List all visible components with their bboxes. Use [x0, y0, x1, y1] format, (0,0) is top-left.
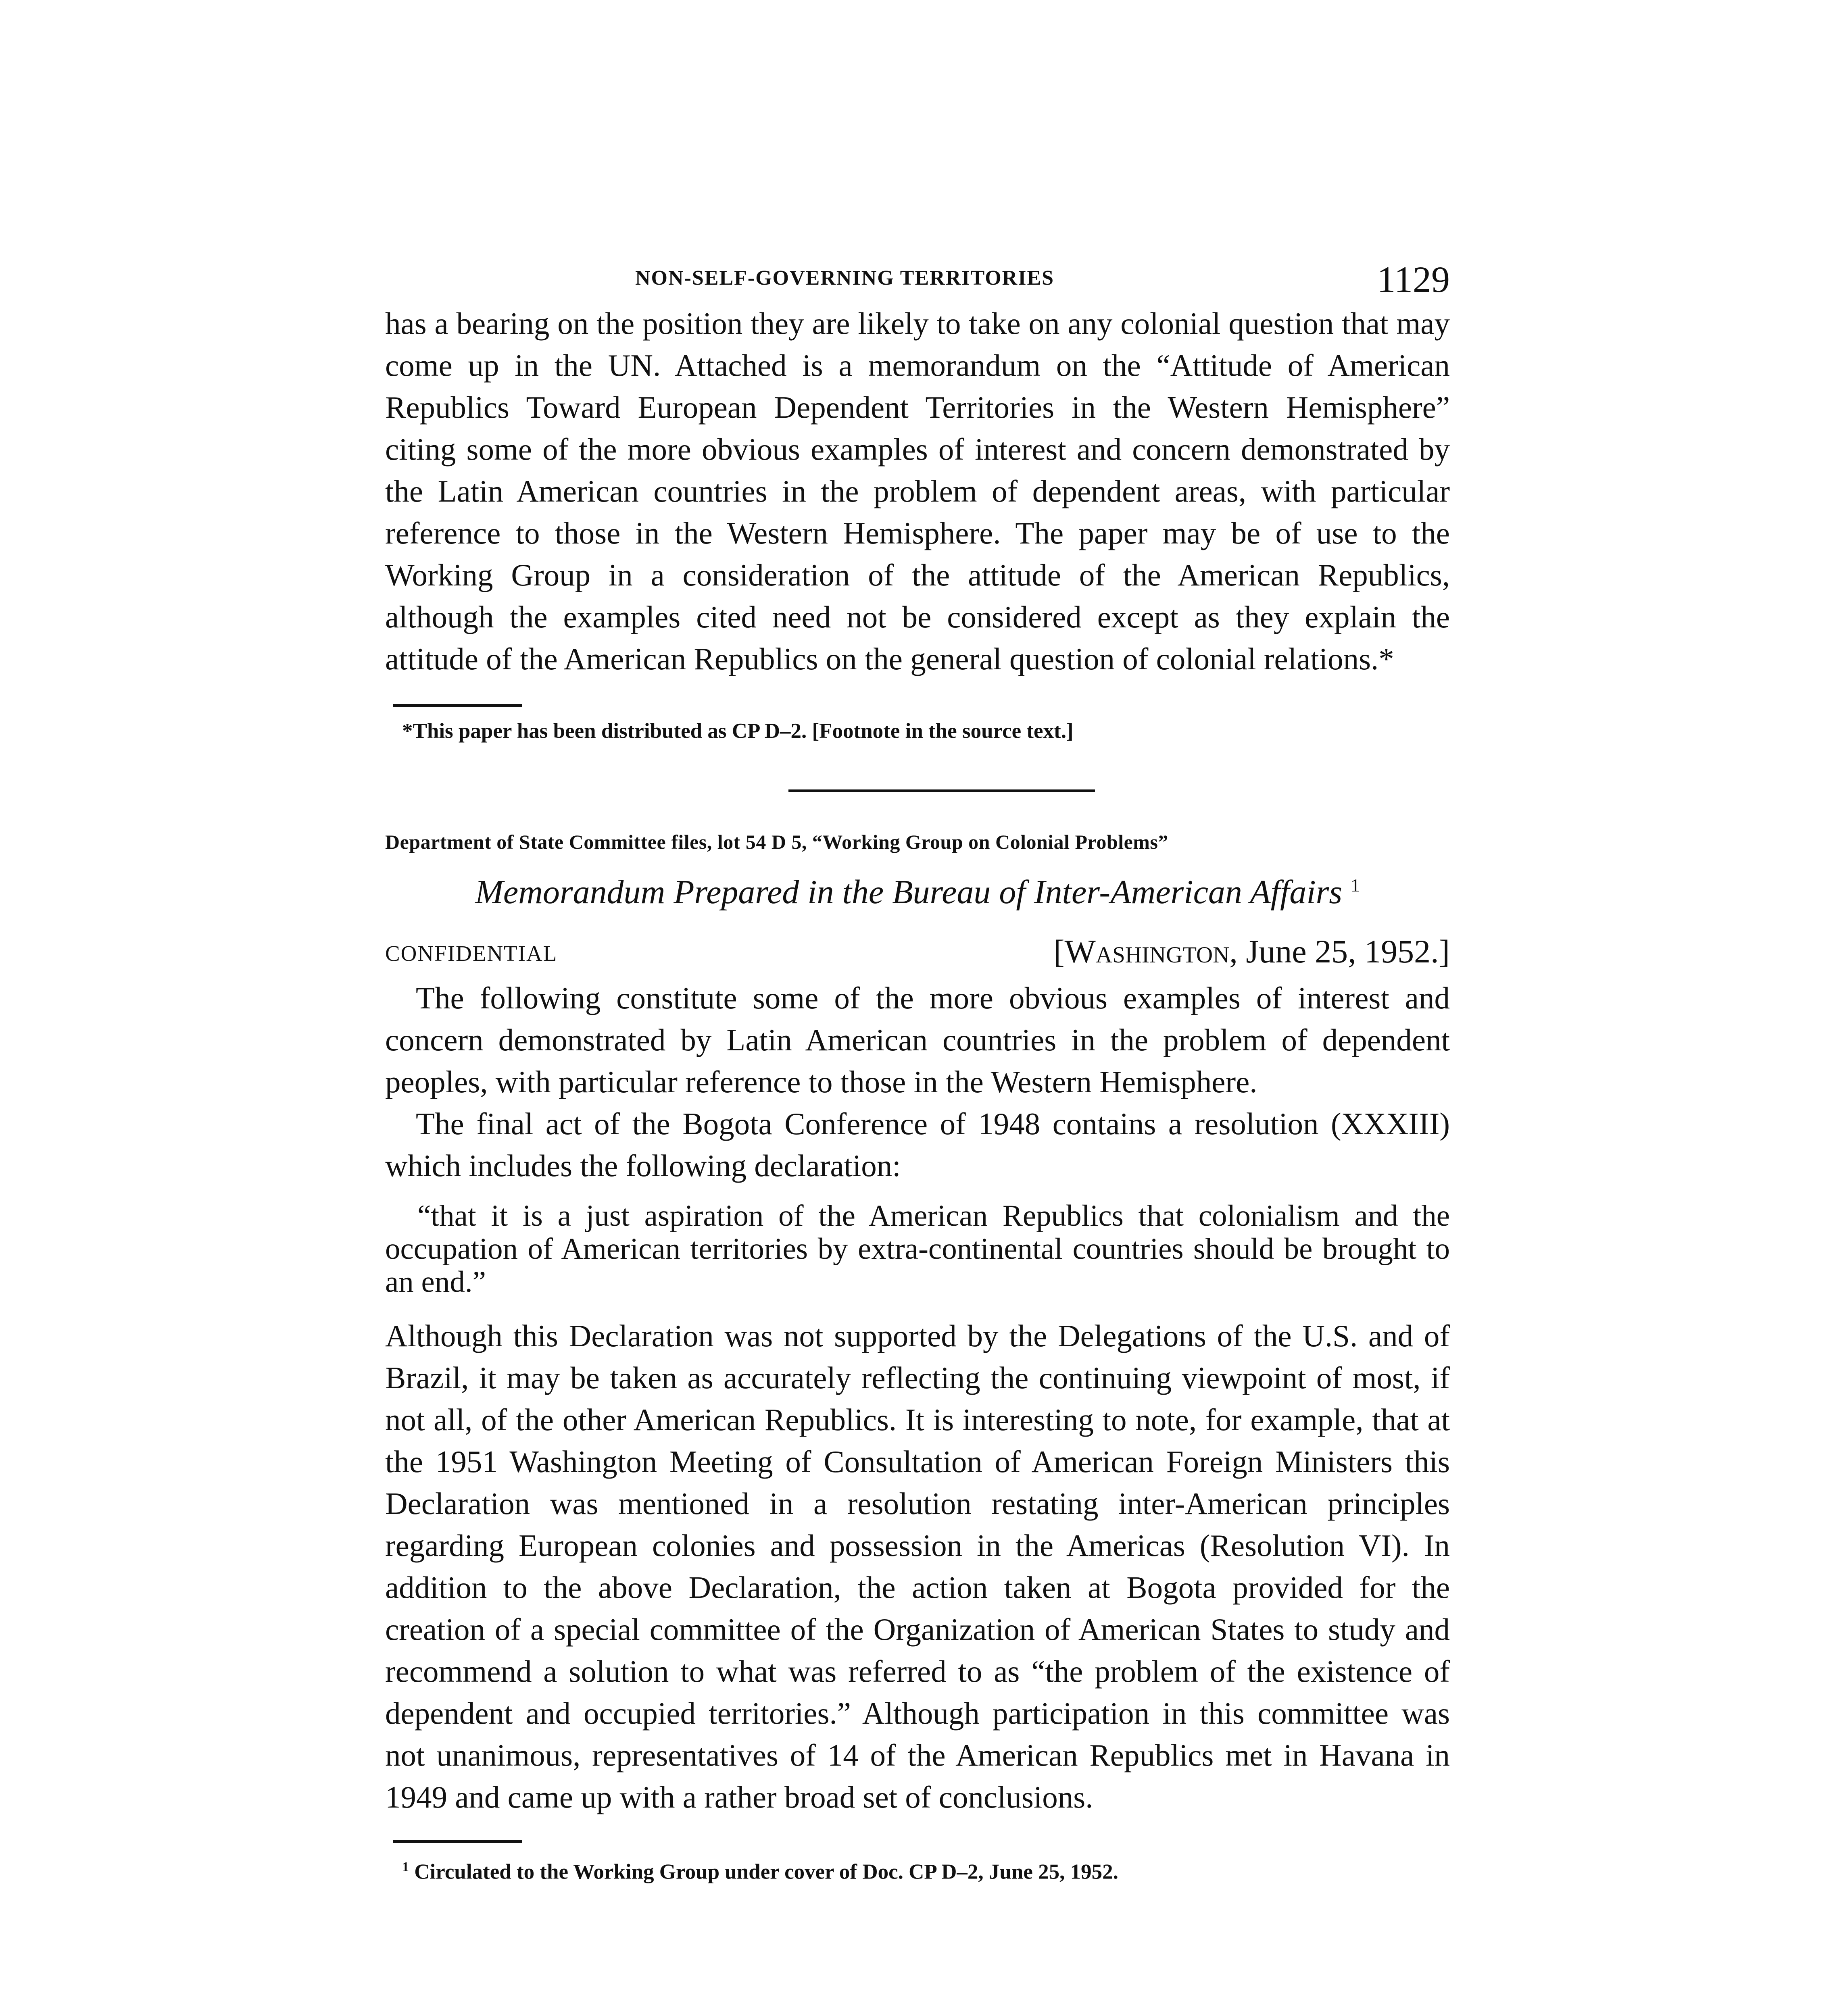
footnote-rule	[393, 1840, 522, 1843]
running-header	[385, 258, 1450, 302]
footnote-rule	[393, 704, 522, 707]
footnote-text: Circulated to the Working Group under cover of Doc. CP D–2, June 25, 1952.	[414, 1860, 1118, 1884]
footnote-1	[402, 1853, 1450, 1886]
footnote-star: *This paper has been distributed as CP D–2. [Footnote in the source text.]	[402, 719, 1074, 743]
dateline-open: [	[1053, 933, 1065, 970]
document-title-footnote-ref: 1	[1351, 875, 1360, 896]
dateline-date: , June 25, 1952.]	[1229, 933, 1450, 970]
dateline-place: Washington	[1064, 933, 1230, 970]
document-meta	[385, 933, 1450, 977]
section-divider	[788, 789, 1095, 792]
source-citation: Department of State Committee files, lot 54 D 5, “Working Group on Colonial Problems”	[385, 831, 1168, 853]
document-title	[385, 863, 1450, 914]
page-number: 1129	[1377, 259, 1450, 300]
footnote-marker: 1	[402, 1860, 409, 1874]
classification-label: CONFIDENTIAL	[385, 941, 558, 966]
running-title: NON-SELF-GOVERNING TERRITORIES	[635, 267, 1055, 289]
document-title-text: Memorandum Prepared in the Bureau of Inter-American Affairs	[475, 873, 1343, 911]
document-page	[385, 258, 1450, 2016]
dateline	[1053, 933, 1450, 971]
intro-paragraph: has a bearing on the position they are likely to take on any colonial question that may come up in the UN. Attached is a memorandum on the “Attitude of American Republics Toward European Dependent Territories in the Western Hemisphere” citing some of the more obvious examples of interest and concern demonstrated by the Latin American countries in the problem of dependent areas, with particular reference to those in the Western Hemisphere. The paper may be of use to the Working Group in a consideration of the attitude of the American Republics, although the examples cited need not be considered except as they explain the attitude of the American Republics on the general question of colonial relations.*	[385, 306, 1450, 676]
block-quote: “that it is a just aspiration of the American Republics that colonialism and the occupation of American territories by extra-continental countries should be brought to an end.”	[385, 1199, 1450, 1299]
paragraph: The following constitute some of the more obvious examples of interest and concern demonstrated by Latin American countries in the problem of dependent peoples, with particular reference to those in the Western Hemisphere.	[385, 981, 1450, 1099]
paragraph: The final act of the Bogota Conference of 1948 contains a resolution (XXXIII) which includes the following declaration:	[385, 1106, 1450, 1183]
paragraph: Although this Declaration was not supported by the Delegations of the U.S. and of Brazil, it may be taken as accurately reflecting the continuing viewpoint of most, if not all, of the other American Republics. It is interesting to note, for example, that at the 1951 Washington Meeting of Consultation of American Foreign Ministers this Declaration was mentioned in a resolution restating inter-American principles regarding European colonies and possession in the Americas (Resolution VI). In addition to the above Declaration, the action taken at Bogota provided for the creation of a special committee of the Organization of American States to study and recommend a solution to what was referred to as “the problem of the existence of dependent and occupied territories.” Although participation in this committee was not unanimous, representatives of 14 of the American Republics met in Havana in 1949 and came up with a rather broad set of conclusions.	[385, 1318, 1450, 1814]
